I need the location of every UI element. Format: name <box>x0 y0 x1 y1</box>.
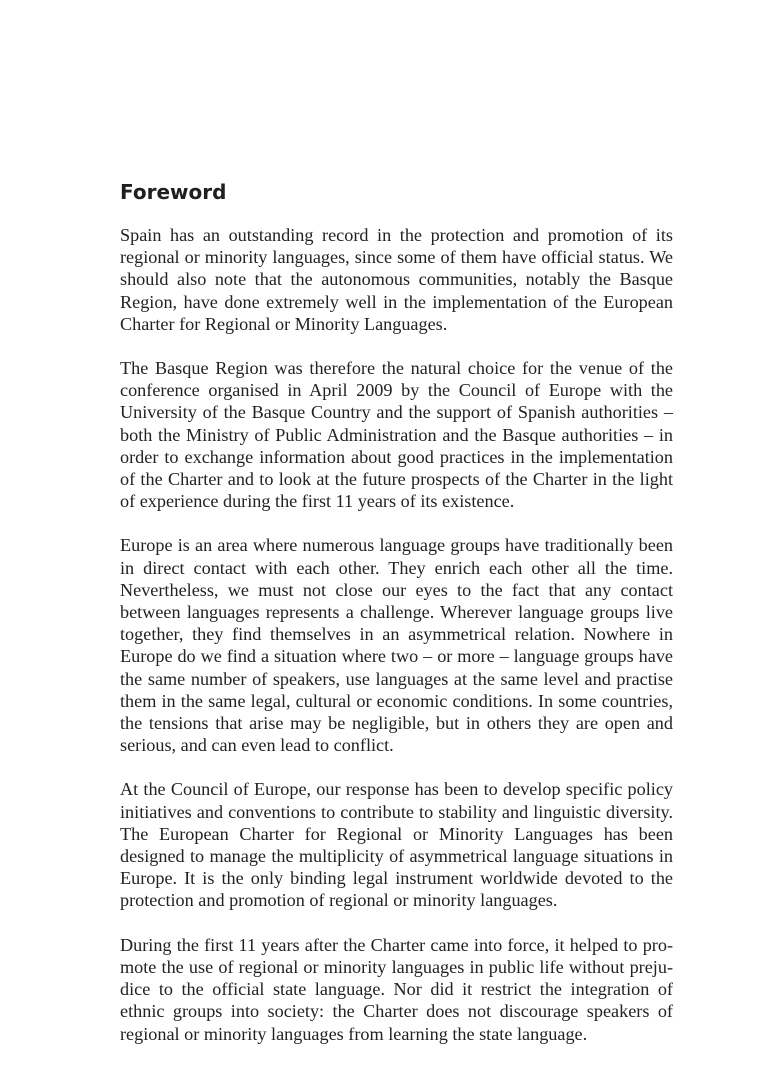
paragraph: The Basque Region was therefore the natural choice for the venue of the conference organised in April 2009 by the Council of Europe with the University of the Basque Country and the support of Spanish authorities – both the Ministry of Public Administration and the Basque authorities – in order to exchange information about good practices in the implementation of the Charter and to look at the future prospects of the Charter in the light of experience during the first 11 years of its existence. <box>120 358 673 512</box>
paragraph: At the Council of Europe, our response has been to develop specific policy initiatives and conventions to contribute to stability and linguistic diversity. The European Charter for Regional or Minority Languages has been designed to manage the multiplicity of asymmetrical language situations in Europe. It is the only binding legal instrument worldwide devoted to the protection and promotion of regional or minority languages. <box>120 779 673 911</box>
paragraph: During the first 11 years after the Charter came into force, it helped to promote the use of regional or minority languages in public life without prejudice to the official state language. Nor did it restrict the integration of ethnic groups into society: the Charter does not discourage speakers of regional or minority languages from learning the state language. <box>120 934 673 1044</box>
paragraph: Spain has an outstanding record in the protection and promotion of its regional or minority languages, since some of them have official status. We should also note that the autonomous communities, notably the Basque Region, have done extremely well in the implementation of the European Charter for Regional or Minority Languages. <box>120 225 673 334</box>
document-body <box>120 224 673 1067</box>
page-title: Foreword <box>120 180 227 204</box>
paragraph: Europe is an area where numerous language groups have traditionally been in direct contact with each other. They enrich each other all the time. Nevertheless, we must not close our eyes to the fact that any contact between languages represents a challenge. Wherever language groups live together, they find themselves in an asymmetrical relation. Nowhere in Europe do we find a situation where two – or more – language groups have the same number of speakers, use languages at the same level and practise them in the same legal, cultural or economic conditions. In some countries, the tensions that arise may be negligible, but in others they are open and serious, and can even lead to conflict. <box>120 535 673 756</box>
